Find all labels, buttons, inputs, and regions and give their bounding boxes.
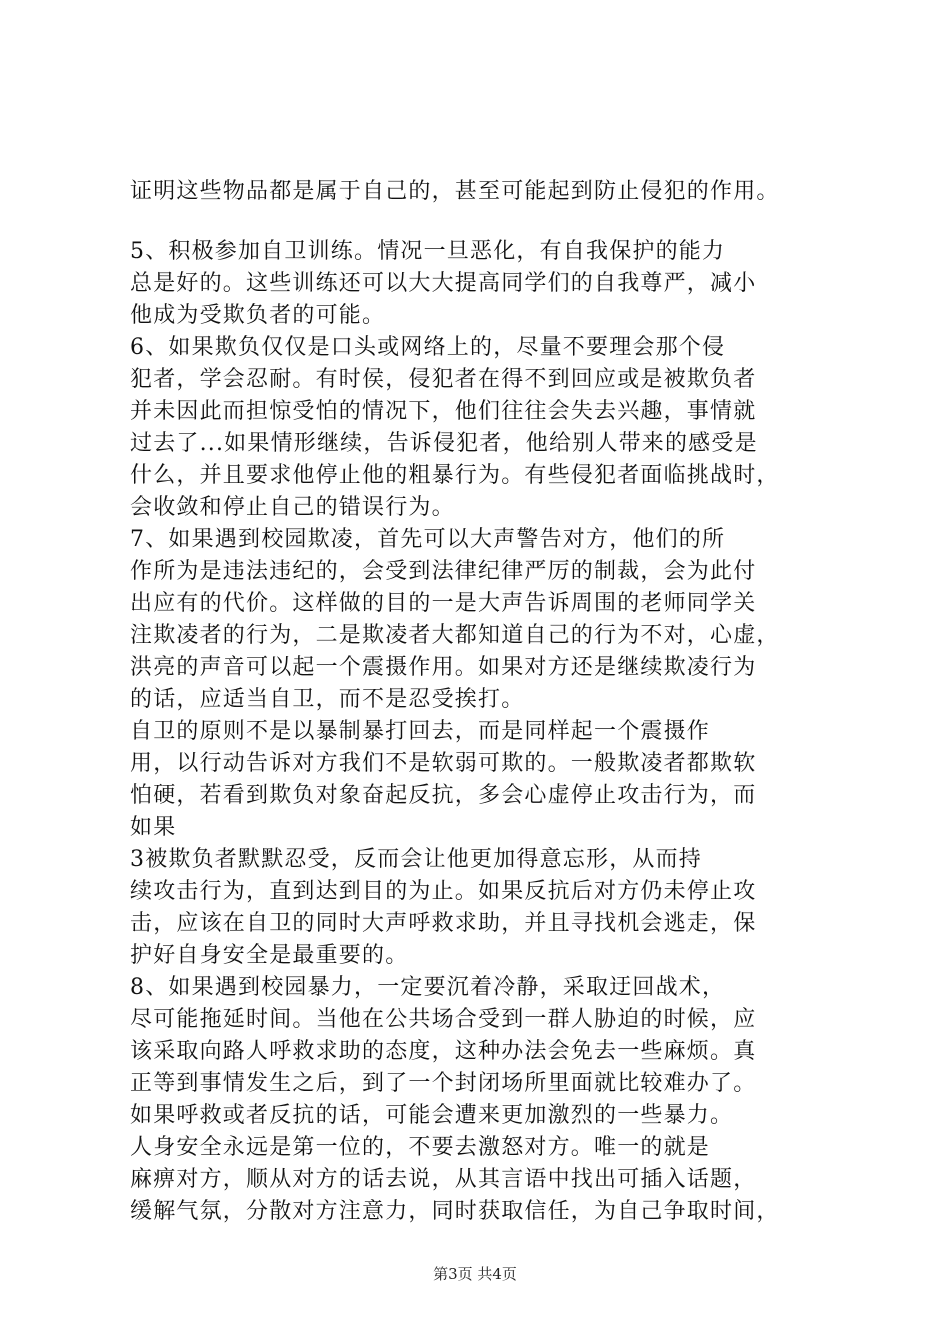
- text-line: 5、积极参加自卫训练。情况一旦恶化，有自我保护的能力: [130, 239, 726, 264]
- text-line: 注欺凌者的行为，二是欺凌者大都知道自己的行为不对，心虚，: [130, 623, 780, 648]
- page-number-footer: 第3页 共4页: [433, 1265, 517, 1283]
- text-line: 如果呼救或者反抗的话，可能会遭来更加激烈的一些暴力。: [130, 1103, 734, 1128]
- text-line: 怕硬，若看到欺负对象奋起反抗，多会心虚停止攻击行为，而: [130, 783, 757, 808]
- text-line: 过去了...如果情形继续，告诉侵犯者，他给别人带来的感受是: [130, 431, 758, 456]
- text-line: 他成为受欺负者的可能。: [130, 303, 386, 328]
- text-line: 总是好的。这些训练还可以大大提高同学们的自我尊严，减小: [130, 271, 757, 296]
- text-line: 的话，应适当自卫，而不是忍受挨打。: [130, 687, 525, 712]
- text-line: 续攻击行为，直到达到目的为止。如果反抗后对方仍未停止攻: [130, 879, 757, 904]
- text-line: 什么，并且要求他停止他的粗暴行为。有些侵犯者面临挑战时，: [130, 463, 780, 488]
- text-line: 人身安全永远是第一位的，不要去激怒对方。唯一的就是: [130, 1135, 711, 1160]
- text-line: 7、如果遇到校园欺凌，首先可以大声警告对方，他们的所: [130, 527, 726, 552]
- text-line: 用，以行动告诉对方我们不是软弱可欺的。一般欺凌者都欺软: [130, 751, 757, 776]
- text-line: 缓解气氛，分散对方注意力，同时获取信任，为自己争取时间，: [130, 1199, 780, 1224]
- text-line: 6、如果欺负仅仅是口头或网络上的，尽量不要理会那个侵: [130, 335, 726, 360]
- text-line: 击，应该在自卫的同时大声呼救求助，并且寻找机会逃走，保: [130, 911, 757, 936]
- text-line: 3被欺负者默默忍受，反而会让他更加得意忘形，从而持: [130, 847, 702, 872]
- text-line: 作所为是违法违纪的，会受到法律纪律严厉的制裁，会为此付: [130, 559, 757, 584]
- text-line: 如果: [130, 815, 177, 840]
- text-line: 洪亮的声音可以起一个震摄作用。如果对方还是继续欺凌行为: [130, 655, 757, 680]
- text-line: 该采取向路人呼救求助的态度，这种办法会免去一些麻烦。真: [130, 1039, 757, 1064]
- text-line: 8、如果遇到校园暴力，一定要沉着冷静，采取迂回战术，: [130, 975, 726, 1000]
- text-line: 尽可能拖延时间。当他在公共场合受到一群人胁迫的时候，应: [130, 1007, 757, 1032]
- text-line: 正等到事情发生之后，到了一个封闭场所里面就比较难办了。: [130, 1071, 757, 1096]
- text-line: 并未因此而担惊受怕的情况下，他们往往会失去兴趣，事情就: [130, 399, 757, 424]
- text-line: 犯者，学会忍耐。有时侯，侵犯者在得不到回应或是被欺负者: [130, 367, 757, 392]
- text-line: 会收敛和停止自己的错误行为。: [130, 495, 455, 520]
- text-line: 自卫的原则不是以暴制暴打回去，而是同样起一个震摄作: [130, 719, 711, 744]
- text-line: 出应有的代价。这样做的目的一是大声告诉周围的老师同学关: [130, 591, 757, 616]
- text-line: 证明这些物品都是属于自己的，甚至可能起到防止侵犯的作用。: [130, 179, 780, 204]
- text-line: 护好自身安全是最重要的。: [130, 943, 409, 968]
- text-line: 麻痹对方，顺从对方的话去说，从其言语中找出可插入话题，: [130, 1167, 757, 1192]
